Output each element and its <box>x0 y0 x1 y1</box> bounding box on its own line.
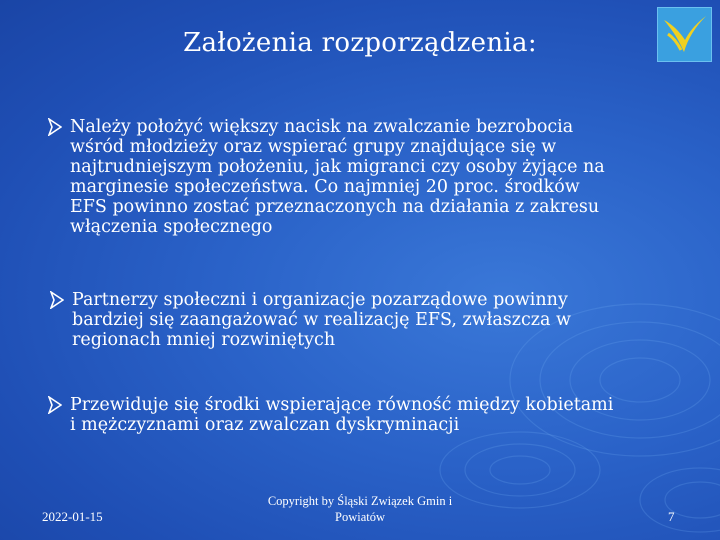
footer-date: 2022-01-15 <box>42 509 103 524</box>
bullet-item <box>48 117 708 237</box>
arrow-bullet-icon <box>48 396 62 414</box>
footer-copyright <box>240 493 480 525</box>
bullet-line: najtrudniejszym położeniu, jak migranci czy osoby żyjące na <box>70 157 605 177</box>
arrow-bullet-icon <box>50 291 64 309</box>
bullet-item <box>50 290 710 350</box>
bullet-line: wśród młodzieży oraz wspierać grupy znajdujące się w <box>70 137 557 157</box>
bullet-item <box>48 395 718 435</box>
bullet-line: EFS powinno zostać przeznaczonych na działania z zakresu <box>70 197 600 217</box>
bullet-line: włączenia społecznego <box>70 217 273 237</box>
bullet-line: Przewiduje się środki wspierające równość między kobietami <box>70 395 614 415</box>
bullet-line: Partnerzy społeczni i organizacje pozarządowe powinny <box>72 290 568 310</box>
slide-title: Założenia rozporządzenia: <box>183 28 537 58</box>
bullet-line: bardziej się zaangażować w realizację EFS, zwłaszcza w <box>72 310 571 330</box>
copyright-line: Powiatów <box>335 510 385 524</box>
bullet-line: marginesie społeczeństwa. Co najmniej 20 proc. środków <box>70 177 580 197</box>
copyright-line: Copyright by Śląski Związek Gmin i <box>267 494 453 508</box>
bullet-line: Należy położyć większy nacisk na zwalczanie bezrobocia <box>70 117 574 137</box>
bullet-line: i mężczyznami oraz zwalczan dyskryminacji <box>70 415 460 435</box>
page-number: 7 <box>668 509 675 524</box>
arrow-bullet-icon <box>48 118 62 136</box>
bullet-line: regionach mniej rozwiniętych <box>72 330 336 350</box>
